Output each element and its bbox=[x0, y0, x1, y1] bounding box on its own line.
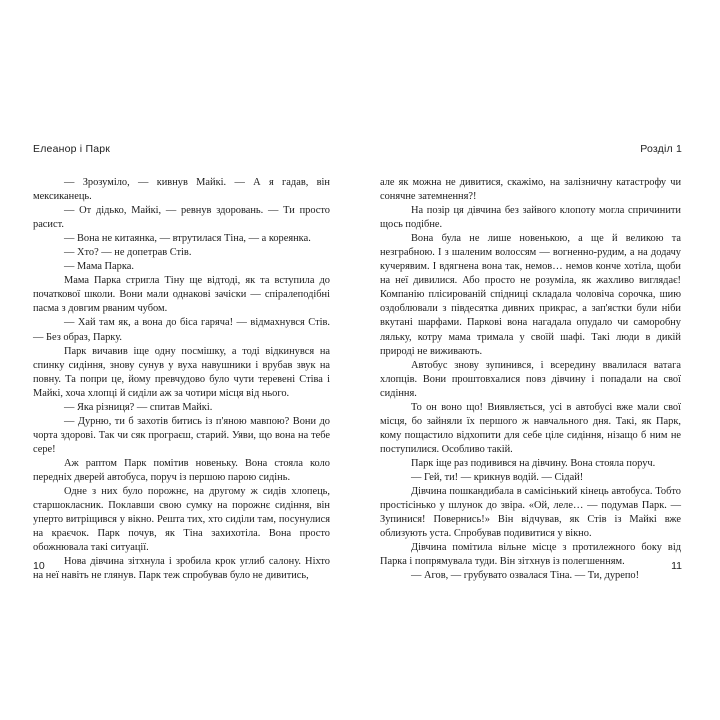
left-page-text bbox=[33, 176, 330, 583]
page-number-left: 10 bbox=[33, 560, 45, 572]
paragraph: — Яка різниця? — спитав Майкі. bbox=[64, 401, 213, 413]
paragraph: То он воно що! Виявляється, усі в автобусі вже мали свої місця, бо зайняли їх першого ж навчального дня. Такі, як Парк, кому пощастило відхопити для себе ціле сидіння, нізащо б ним не поступилися. Особливо такій. bbox=[380, 401, 681, 455]
paragraph: На позір ця дівчина без зайвого клопоту могла спричинити щось подібне. bbox=[380, 205, 681, 231]
paragraph: — Гей, ти! — крикнув водій. — Сідай! bbox=[411, 471, 584, 483]
paragraph: — Агов, — грубувато озвалася Тіна. — Ти, дурепо! bbox=[411, 570, 640, 582]
paragraph: Вона була не лише новенькою, а ще й великою та незграбною. І з шаленим волоссям — вогненно-рудим, а на додачу кучерявим. І вдягнена вона так, немов… немов конче хотіла, щоби на неї дивилися. Або просто не розуміла, як жахливо виглядає! Компанію плісированій спідниці складала чоловіча сорочка, шию оздоблювали з півдесятка дивних прикрас, а зап'ястки були ніби вкутані шарфами. Паркові вона нагадала опудало чи саморобну ляльку, котру мама тримала у своїй шафі. Такі люди в дикій природі не виживають. bbox=[380, 233, 681, 357]
paragraph: — Хай там як, а вона до біса гаряча! — відмахнувся Стів. — Без образ, Парку. bbox=[33, 317, 330, 343]
paragraph: Автобус знову зупинився, і всередину ввалилася ватага хлопців. Вони проштовхалися повз дівчину і попадали на свої сидіння. bbox=[380, 359, 681, 399]
paragraph: — Вона не китаянка, — втрутилася Тіна, — а кореянка. bbox=[64, 233, 311, 245]
paragraph: — Хто? — не допетрав Стів. bbox=[64, 247, 192, 259]
running-head-left: Елеанор і Парк bbox=[33, 143, 111, 155]
paragraph: — Мама Парка. bbox=[64, 261, 134, 273]
paragraph: Аж раптом Парк помітив новеньку. Вона стояла коло передніх дверей автобуса, поруч із першою парою сидінь. bbox=[33, 457, 330, 483]
running-head-right: Розділ 1 bbox=[640, 143, 682, 155]
right-page-text bbox=[380, 176, 681, 583]
paragraph: Мама Парка стригла Тіну ще відтоді, як та вступила до початкової школи. Вони мали однакові зачіски — спіралеподібні пасма з довгим рваним чубом. bbox=[33, 275, 330, 315]
paragraph: Одне з них було порожнє, на другому ж сидів хлопець, старшокласник. Поклавши свою сумку на порожнє сидіння, він уперто витріщився у вікно. Решта тих, хто сиділи там, посунулися на краєчок. Парк почув, як Тіна захихотіла. Вона просто обожнювала такі ситуації. bbox=[33, 486, 330, 554]
paragraph: Нова дівчина зітхнула і зробила крок углиб салону. Ніхто на неї навіть не глянув. Парк теж спробував було не дивитись, bbox=[33, 556, 330, 582]
paragraph: Дівчина помітила вільне місце з протилежного боку від Парка і попрямувала туди. Він зітхнув із полегшенням. bbox=[380, 542, 681, 568]
paragraph: але як можна не дивитися, скажімо, на залізничну катастрофу чи сонячне затемнення?! bbox=[380, 177, 681, 203]
page-number-right: 11 bbox=[671, 560, 682, 572]
paragraph: Дівчина пошкандибала в самісінький кінець автобуса. Тобто простісінько у шлунок до звіра. «Ой, леле… — подумав Парк. — Зупинися! Повернись!» Він відчував, як Стів із Майкі вже облизують уста. Спробував подивитися у вікно. bbox=[380, 486, 681, 540]
paragraph: — Дурню, ти б захотів битись із п'яною мавпою? Вони до чорта здорові. Так чи сяк програєш, старий. Уяви, що вона на тебе сере! bbox=[33, 415, 330, 455]
paragraph: — От дідько, Майкі, — ревнув здоровань. — Ти просто расист. bbox=[33, 205, 330, 231]
paragraph: Парк іще раз подивився на дівчину. Вона стояла поруч. bbox=[411, 457, 656, 469]
paragraph: — Зрозуміло, — кивнув Майкі. — А я гадав, він мексиканець. bbox=[33, 177, 330, 203]
paragraph: Парк вичавив іще одну посмішку, а тоді відкинувся на спинку сидіння, знову сунув у вуха навушники і врубав звук на повну. Та попри це, йому превчудово було чути теревені Стіва і Майкі, хоча хлопці й сиділи аж за чотири місця від нього. bbox=[33, 345, 330, 399]
